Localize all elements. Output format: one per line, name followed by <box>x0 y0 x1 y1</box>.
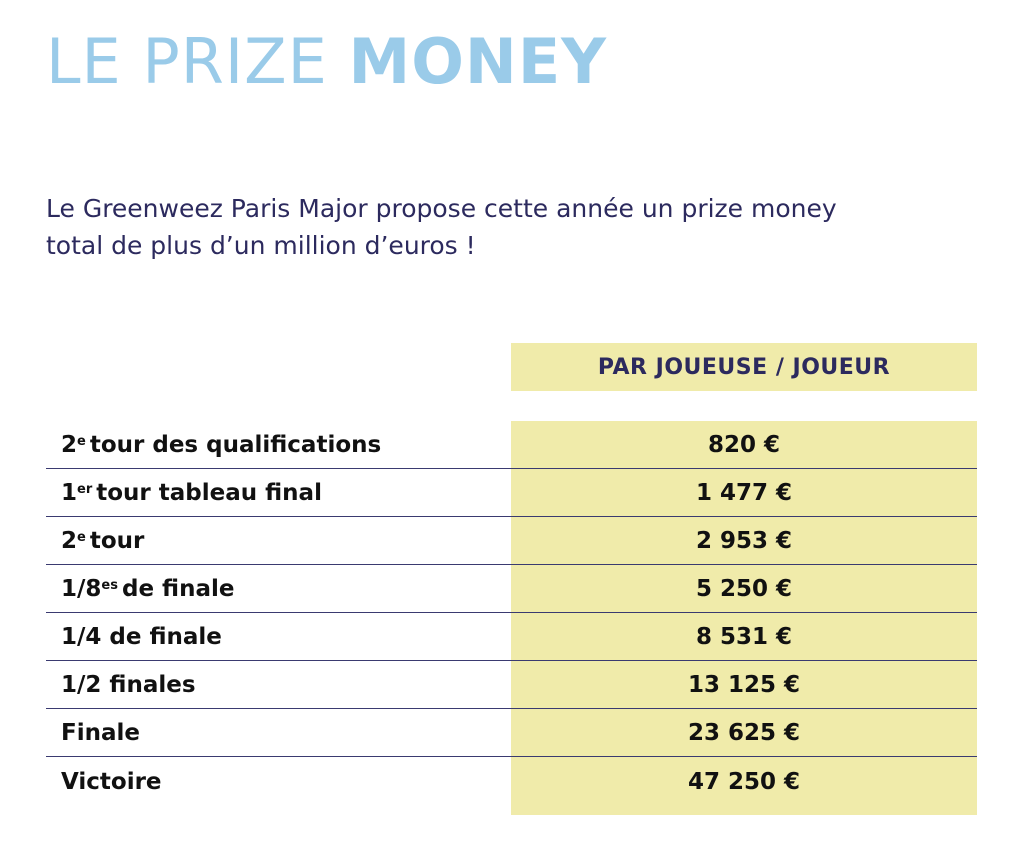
table-row <box>46 709 977 757</box>
round-label: 1/8 $^{es}$ de finale <box>61 575 235 602</box>
prize-column-header: PAR JOUEUSE / JOUEUR <box>511 343 977 391</box>
round-label: 1/2 finales <box>61 671 196 698</box>
page-title <box>46 22 607 102</box>
prize-amount: 23 625 € <box>687 719 801 746</box>
table-row <box>46 661 977 709</box>
prize-amount: 8 531 € <box>695 623 793 650</box>
intro-line-2: total de plus d’un million d’euros ! <box>46 231 476 260</box>
round-label: 2 $^e$ tour <box>61 527 145 554</box>
prize-amount: 47 250 € <box>687 768 801 795</box>
title-bold-part: MONEY <box>348 25 608 98</box>
table-row <box>46 421 977 469</box>
prize-amount: 820 € <box>707 431 781 458</box>
title-light-part: LE PRIZE <box>46 25 349 98</box>
round-label: Finale <box>61 719 140 746</box>
table-row <box>46 565 977 613</box>
intro-paragraph <box>46 190 946 264</box>
table-row <box>46 517 977 565</box>
prize-table <box>46 421 977 806</box>
prize-amount: 5 250 € <box>695 575 793 602</box>
round-label: 1/4 de finale <box>61 623 222 650</box>
table-row <box>46 469 977 517</box>
round-label: Victoire <box>61 768 162 795</box>
intro-line-1: Le Greenweez Paris Major propose cette année un prize money <box>46 194 837 223</box>
prize-amount: 2 953 € <box>695 527 793 554</box>
prize-amount: 1 477 € <box>695 479 793 506</box>
prize-amount: 13 125 € <box>687 671 801 698</box>
table-row <box>46 613 977 661</box>
round-label: 1 $^{er}$ tour tableau final <box>61 479 322 506</box>
round-label: 2 $^e$ tour des qualifications <box>61 431 382 458</box>
table-row <box>46 757 977 806</box>
